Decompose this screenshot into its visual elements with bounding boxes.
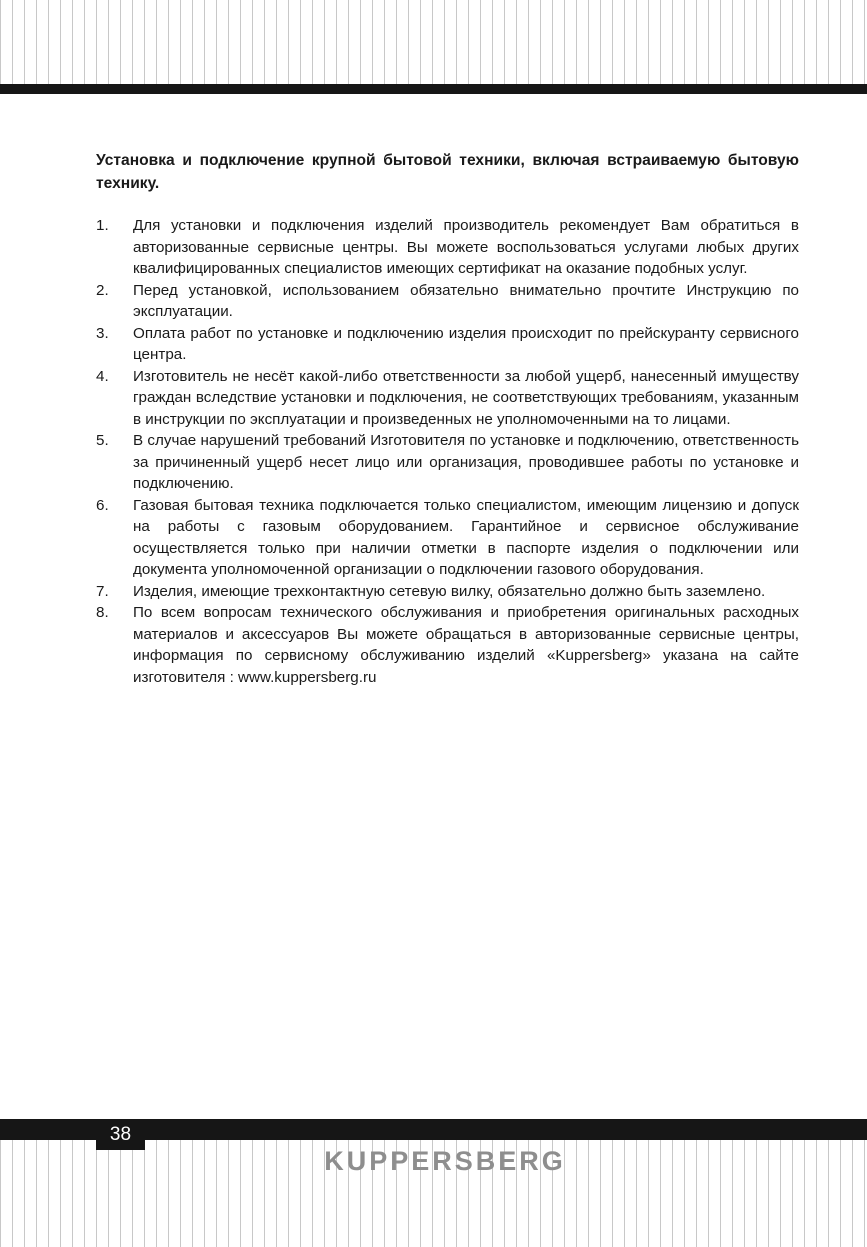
list-item xyxy=(96,280,799,323)
brand-logo: KUPPERSBERG xyxy=(324,1146,566,1176)
item-number: 7. xyxy=(96,582,109,600)
item-text: Изделия, имеющие трехконтактную сетевую вилку, обязательно должно быть заземлено. xyxy=(133,582,766,600)
item-text: Оплата работ по установке и подключению изделия происходит по прейскуранту сервисного центра. xyxy=(133,324,799,363)
page-content xyxy=(96,149,799,688)
list-item xyxy=(96,215,799,280)
item-text: По всем вопросам технического обслуживания и приобретения оригинальных расходных материалов и аксессуаров Вы можете обращаться в авторизованные сервисные центры, информация по сервисному обслуживанию изделий «Kuppersberg» указана на сайте изготовителя : www.kuppersberg.ru xyxy=(133,604,799,686)
instruction-list xyxy=(96,215,799,688)
list-item xyxy=(96,430,799,495)
header-bar xyxy=(0,84,867,94)
item-text: Изготовитель не несёт какой-либо ответственности за любой ущерб, нанесенный имуществу граждан вследствие установки и подключения, не соответствующих требованиям, указанным в инструкции по эксплуатации и произведенных не уполномоченными на то лицами. xyxy=(133,367,799,428)
list-item xyxy=(96,323,799,366)
section-heading: Установка и подключение крупной бытовой техники, включая встраиваемую бытовую технику. xyxy=(96,152,799,192)
list-item xyxy=(96,602,799,688)
item-text: Перед установкой, использованием обязательно внимательно прочтите Инструкцию по эксплуатации. xyxy=(133,281,799,320)
item-number: 5. xyxy=(96,432,109,449)
item-number: 8. xyxy=(96,604,109,621)
item-text: В случае нарушений требований Изготовителя по установке и подключению, ответственность за причиненный ущерб несет лицо или организация, проводившее работы по установке и подключению. xyxy=(133,432,799,492)
item-text: Газовая бытовая техника подключается только специалистом, имеющим лицензию и допуск на работы с газовым оборудованием. Гарантийное и сервисное обслуживание осуществляется только при наличии отметки в паспорте изделия о подключении или документа уполномоченной организации о подключении газового оборудования. xyxy=(133,496,799,578)
list-item xyxy=(96,581,799,603)
item-number: 6. xyxy=(96,496,109,514)
item-number: 3. xyxy=(96,324,109,342)
list-item xyxy=(96,366,799,431)
item-number: 1. xyxy=(96,217,109,234)
item-number: 4. xyxy=(96,367,109,385)
header-stripes xyxy=(0,0,867,84)
item-number: 2. xyxy=(96,281,109,299)
page-number: 38 xyxy=(96,1119,145,1150)
list-item xyxy=(96,495,799,581)
item-text: Для установки и подключения изделий производитель рекомендует Вам обратиться в авторизованные сервисные центры. Вы можете воспользоваться услугами любых других квалифицированных специалистов имеющих сертификат на оказание подобных услуг. xyxy=(133,217,799,277)
